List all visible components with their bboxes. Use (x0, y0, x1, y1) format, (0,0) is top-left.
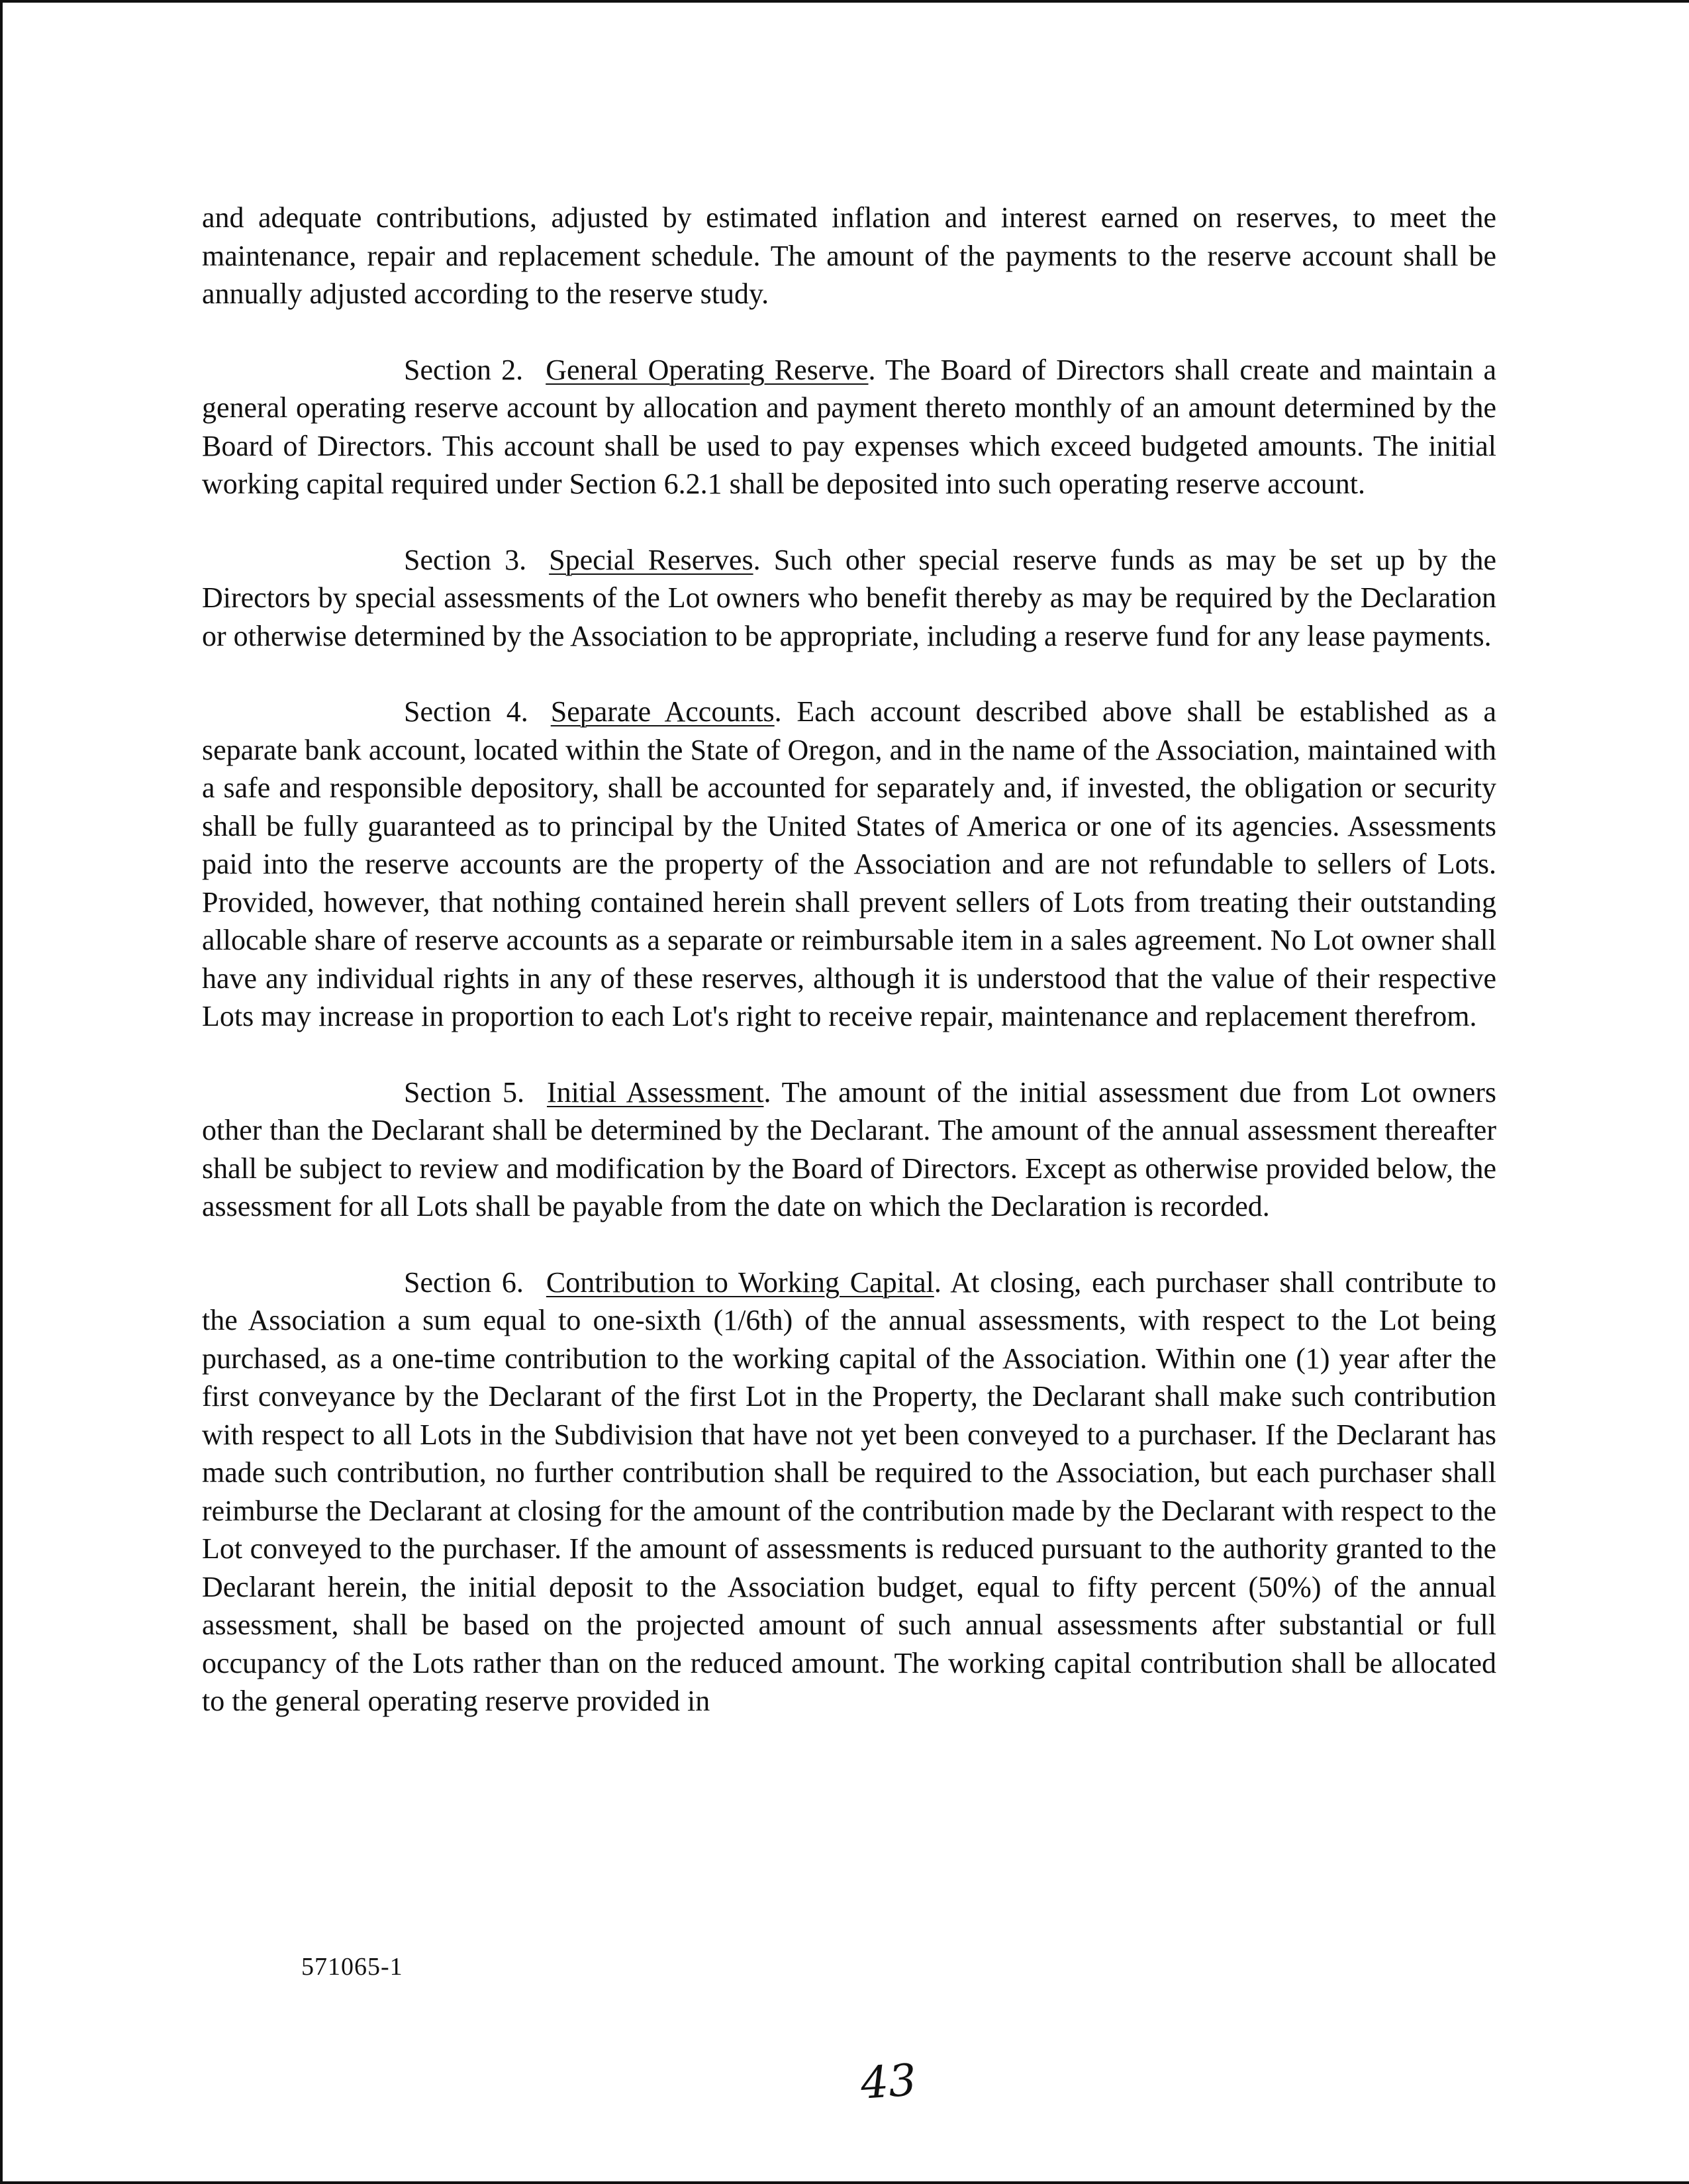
page-number: 43 (859, 2054, 918, 2109)
section-number: Section 2. (404, 353, 524, 386)
section-heading: Separate Accounts (550, 695, 775, 728)
section-2-paragraph (202, 351, 1496, 503)
section-body: . Each account described above shall be established as a separate bank account, located within the State of Oregon, and in the name of the Association, maintained with a safe and responsible depository, shall be accounted for separately and, if invested, the obligation or security shall be fully guaranteed as to principal by the United States of America or one of its agencies. Assessments paid into the reserve accounts are the property of the Association and are not refundable to sellers of Lots. Provided, however, that nothing contained herein shall prevent sellers of Lots from treating their outstanding allocable share of reserve accounts as a separate or reimbursable item in a sales agreement. No Lot owner shall have any individual rights in any of these reserves, although it is understood that the value of their respective Lots may increase in proportion to each Lot's right to receive repair, maintenance and replacement therefrom. (202, 695, 1496, 1032)
section-number: Section 3. (404, 543, 527, 576)
scan-border-left (0, 0, 3, 2184)
section-4-paragraph (202, 693, 1496, 1036)
section-heading: Initial Assessment (547, 1075, 764, 1109)
section-heading: Special Reserves (549, 543, 753, 576)
section-body: . Such other special reserve funds as may be set up by the Directors by special assessments of the Lot owners who benefit thereby as may be required by the Declaration or otherwise determined by the Association to be appropriate, including a reserve fund for any lease payments. (202, 543, 1496, 652)
section-number: Section 5. (404, 1075, 524, 1109)
intro-paragraph: and adequate contributions, adjusted by estimated inflation and interest earned on reserves, to meet the maintenance, repair and replacement schedule. The amount of the payments to the reserve account shall be annually adjusted according to the reserve study. (202, 201, 1496, 310)
scan-border-bottom (0, 2181, 1689, 2184)
section-heading: Contribution to Working Capital (546, 1266, 934, 1299)
scan-border-top (0, 0, 1689, 3)
section-number: Section 6. (404, 1266, 524, 1299)
document-body (202, 199, 1496, 1758)
document-number: 571065-1 (301, 1953, 403, 1981)
section-heading: General Operating Reserve (546, 353, 869, 386)
section-body: . At closing, each purchaser shall contribute to the Association a sum equal to one-sixth (1/6th) of the annual assessments, with respect to the Lot being purchased, as a one-time contribution to the working capital of the Association. Within one (1) year after the first conveyance by the Declarant of the first Lot in the Property, the Declarant shall make such contribution with respect to all Lots in the Subdivision that have not yet been conveyed to a purchaser. If the Declarant has made such contribution, no further contribution shall be required to the Association, but each purchaser shall reimburse the Declarant at closing for the amount of the contribution made by the Declarant with respect to the Lot conveyed to the purchaser. If the amount of assessments is reduced pursuant to the authority granted to the Declarant herein, the initial deposit to the Association budget, equal to fifty percent (50%) of the annual assessment, shall be based on the projected amount of such annual assessments after substantial or full occupancy of the Lots rather than on the reduced amount. The working capital contribution shall be allocated to the general operating reserve provided in (202, 1266, 1497, 1717)
section-5-paragraph (202, 1073, 1496, 1226)
section-6-paragraph (202, 1264, 1496, 1720)
section-body: . The Board of Directors shall create and maintain a general operating reserve account by allocation and payment thereto monthly of an amount determined by the Board of Directors. This account shall be used to pay expenses which exceed budgeted amounts. The initial working capital required under Section 6.2.1 shall be deposited into such operating reserve account. (202, 353, 1496, 500)
section-3-paragraph (202, 541, 1496, 656)
section-number: Section 4. (404, 695, 528, 728)
section-body: . The amount of the initial assessment due from Lot owners other than the Declarant shall be determined by the Declarant. The amount of the annual assessment thereafter shall be subject to review and modification by the Board of Directors. Except as otherwise provided below, the assessment for all Lots shall be payable from the date on which the Declaration is recorded. (202, 1075, 1497, 1222)
